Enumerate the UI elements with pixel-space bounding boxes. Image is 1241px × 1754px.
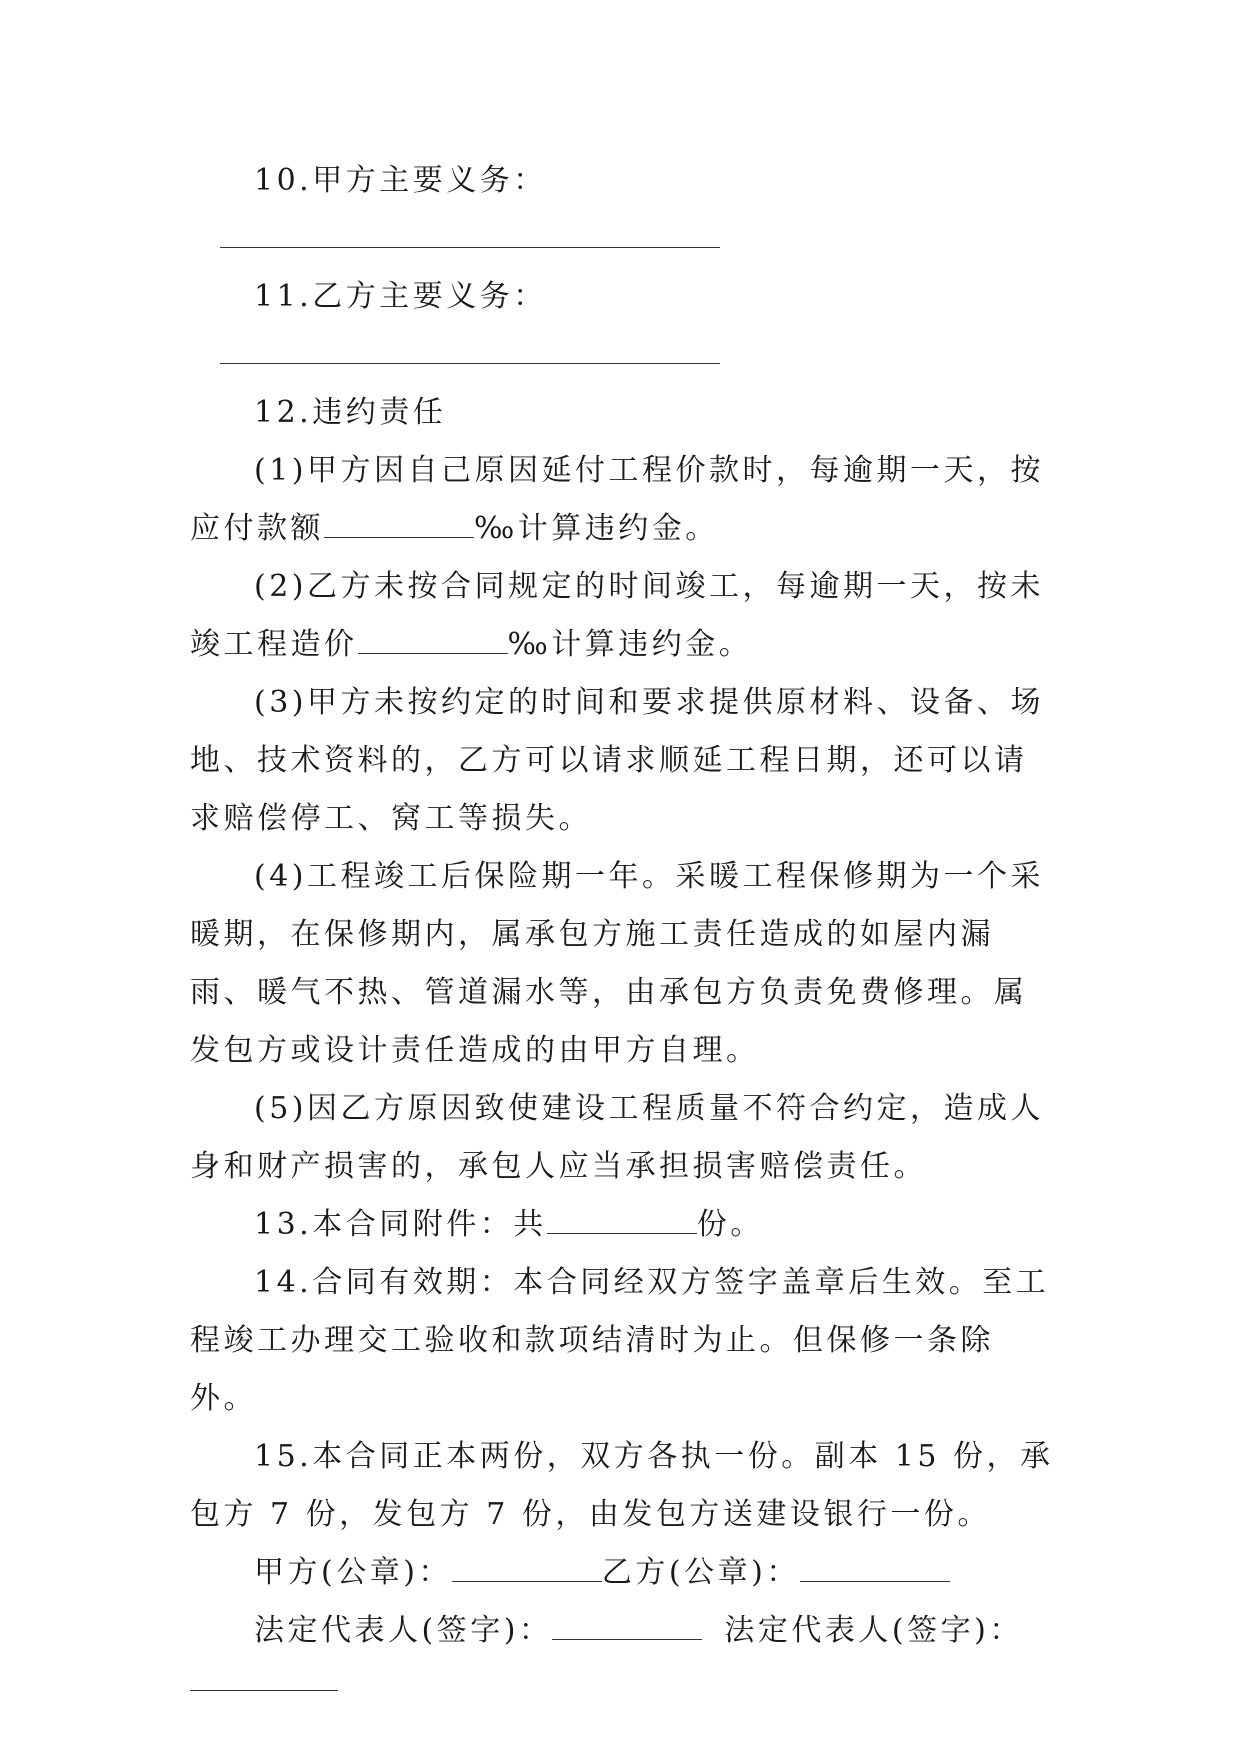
rep-b-blank[interactable] (190, 1660, 338, 1691)
clause-12-2-text-b: ‰计算违约金。 (507, 627, 753, 662)
clause-12-1-text-a: (1)甲方因自己原因延付工程价款时，每逾期一天，按应付款额 (190, 453, 1044, 546)
party-a-obligations-blank[interactable] (220, 225, 720, 248)
clause-11-text: 11.乙方主要义务： (254, 279, 547, 314)
party-b-seal-label: 乙方(公章)： (601, 1555, 800, 1590)
clause-11 (190, 268, 1060, 384)
clause-14: 14.合同有效期：本合同经双方签字盖章后生效。至工程竣工办理交工验收和款项结清时为止。但保修一条除外。 (190, 1265, 1050, 1416)
rep-a-blank[interactable] (552, 1617, 702, 1640)
representative-line (190, 1602, 1060, 1660)
rep-a-label: 法定代表人(签字)： (254, 1613, 553, 1648)
late-payment-rate-blank[interactable] (324, 515, 474, 538)
clause-12-heading: 12.违约责任 (254, 395, 447, 430)
clause-15: 15.本合同正本两份，双方各执一份。副本 15 份，承包方 7 份，发包方 7 份，由发包方送建设银行一份。 (190, 1439, 1054, 1532)
clause-13 (190, 1196, 1060, 1254)
clause-10 (190, 152, 1060, 268)
rep-b-label: 法定代表人(签字)： (724, 1613, 1023, 1648)
seal-line (190, 1544, 1060, 1602)
party-a-seal-blank[interactable] (452, 1559, 602, 1582)
clause-12-3: (3)甲方未按约定的时间和要求提供原材料、设备、场地、技术资料的，乙方可以请求顺延工程日期，还可以请求赔偿停工、窝工等损失。 (190, 685, 1044, 836)
party-b-obligations-blank[interactable] (220, 341, 720, 364)
clause-12-1 (190, 442, 1060, 558)
clause-12-2-text-a: (2)乙方未按合同规定的时间竣工，每逾期一天，按未竣工程造价 (190, 569, 1044, 662)
clause-12-2 (190, 558, 1060, 674)
party-a-seal-label: 甲方(公章)： (254, 1555, 452, 1590)
clause-13-text-b: 份。 (696, 1207, 764, 1242)
attachment-count-blank[interactable] (547, 1211, 697, 1234)
clause-12-4: (4)工程竣工后保险期一年。采暖工程保修期为一个采暖期，在保修期内，属承包方施工责任造成的如屋内漏雨、暖气不热、管道漏水等，由承包方负责免费修理。属发包方或设计责任造成的由甲方自理。 (190, 859, 1044, 1068)
clause-12-1-text-b: ‰计算违约金。 (474, 511, 719, 546)
contract-body (190, 152, 1060, 1691)
clause-13-text-a: 13.本合同附件：共 (254, 1207, 547, 1242)
late-completion-rate-blank[interactable] (358, 631, 508, 654)
party-b-seal-blank[interactable] (800, 1559, 950, 1582)
clause-10-text: 10.甲方主要义务： (254, 163, 547, 198)
clause-12-5: (5)因乙方原因致使建设工程质量不符合约定，造成人身和财产损害的，承包人应当承担损害赔偿责任。 (190, 1091, 1044, 1184)
